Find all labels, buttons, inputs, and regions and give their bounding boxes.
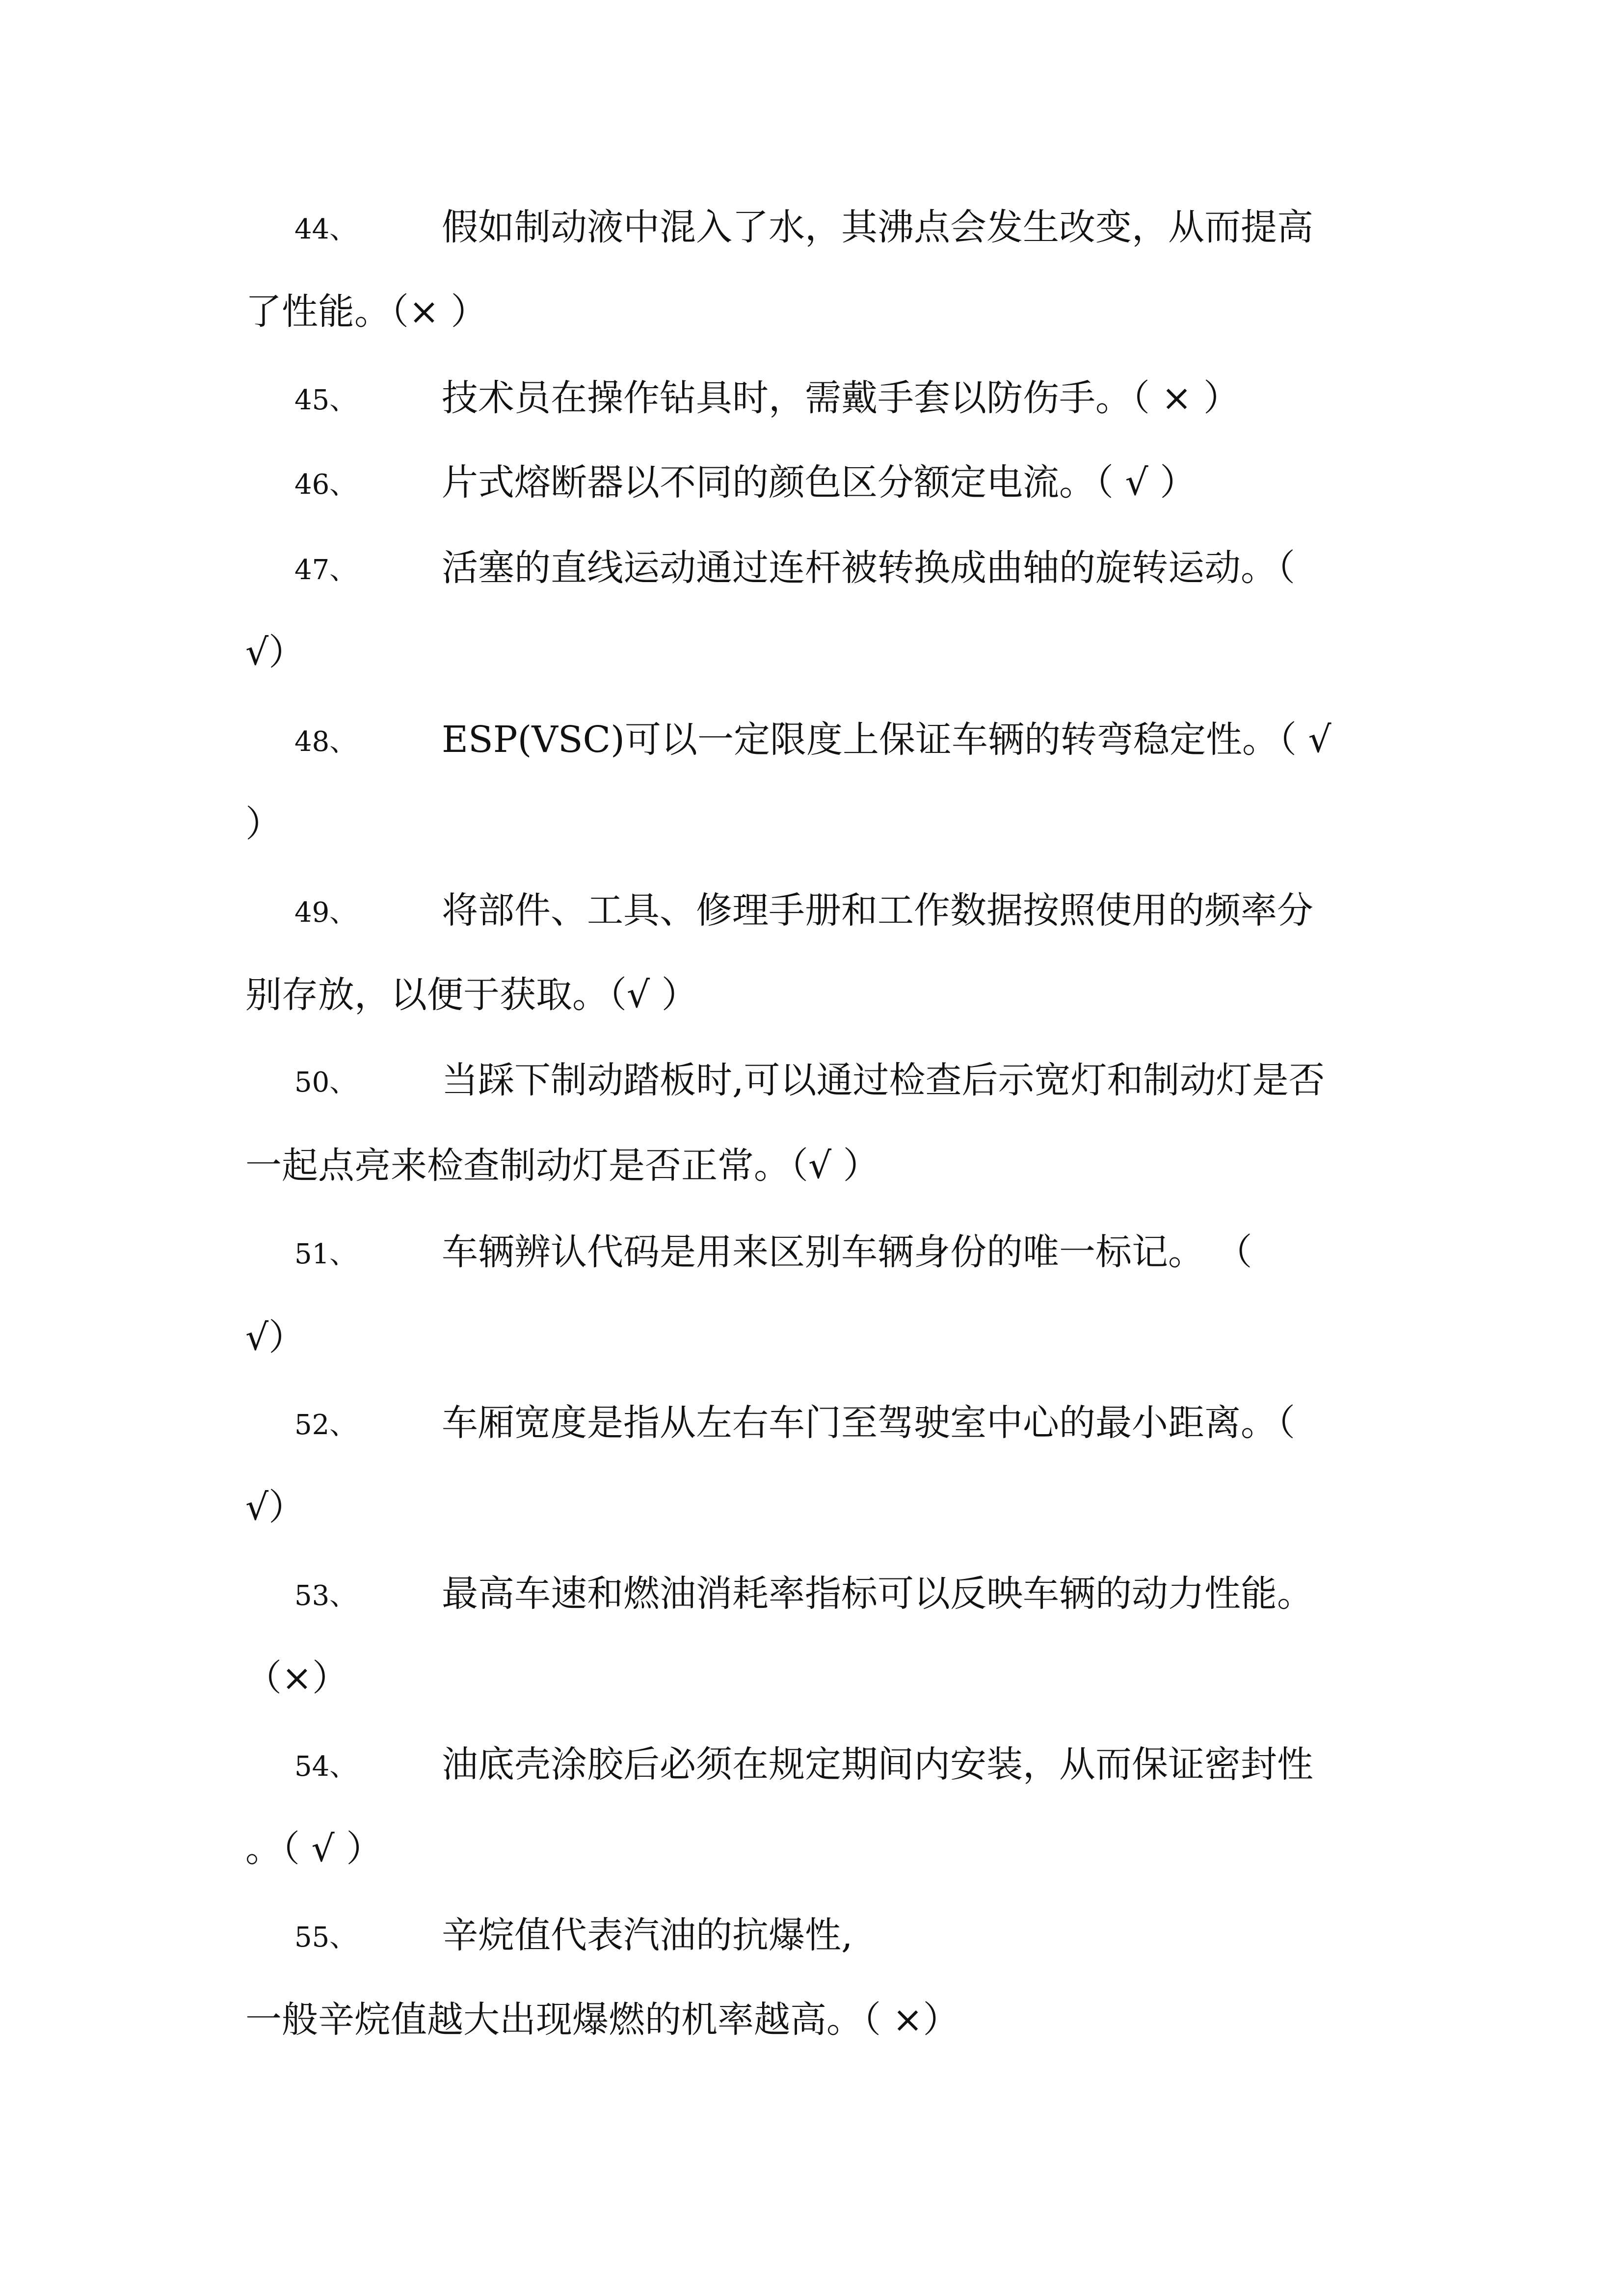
item-text-continued: （×）: [245, 1657, 349, 1699]
item-text-continued: 别存放，以便于获取。（√ ）: [245, 974, 698, 1016]
item-text: 车辆辨认代码是用来区别车辆身份的唯一标记。 （: [442, 1231, 1252, 1273]
item-number: 49、: [294, 897, 357, 929]
item-text: 当踩下制动踏板时,可以通过检查后示宽灯和制动灯是否: [442, 1059, 1325, 1101]
item-text-continued: 一般辛烷值越大出现爆燃的机率越高。（ ×）: [245, 1999, 959, 2041]
item-text: 将部件、工具、修理手册和工作数据按照使用的频率分: [442, 889, 1313, 932]
item-number: 47、: [294, 554, 357, 586]
item-text: 油底壳涂胶后必须在规定期间内安装，从而保证密封性: [442, 1743, 1313, 1786]
item-text-continued: √）: [245, 1486, 305, 1528]
item-text-continued: √）: [245, 631, 305, 673]
item-text-continued: √）: [245, 1316, 305, 1359]
item-text: 活塞的直线运动通过连杆被转换成曲轴的旋转运动。（: [442, 547, 1295, 589]
item-number: 51、: [294, 1238, 357, 1270]
item-number: 52、: [294, 1409, 357, 1441]
item-number: 48、: [294, 726, 357, 758]
item-text: 技术员在操作钻具时，需戴手套以防伤手。（ × ）: [442, 377, 1240, 419]
item-text-continued: 。（ √ ）: [245, 1828, 383, 1870]
item-text-continued: 一起点亮来检查制动灯是否正常。（√ ）: [245, 1145, 879, 1187]
item-number: 50、: [294, 1067, 357, 1098]
item-text: 假如制动液中混入了水，其沸点会发生改变，从而提高: [442, 206, 1313, 248]
item-number: 55、: [294, 1922, 357, 1953]
item-number: 54、: [294, 1751, 357, 1783]
item-text: 片式熔断器以不同的颜色区分额定电流。（ √ ）: [442, 461, 1197, 504]
item-number: 45、: [294, 384, 357, 416]
item-number: 44、: [294, 214, 357, 245]
item-number: 46、: [294, 469, 357, 501]
item-text: 辛烷值代表汽油的抗爆性,: [442, 1914, 853, 1956]
item-text: ESP(VSC)可以一定限度上保证车辆的转弯稳定性。（ √: [442, 719, 1331, 761]
item-number: 53、: [294, 1580, 357, 1612]
item-text: 车厢宽度是指从左右车门至驾驶室中心的最小距离。（: [442, 1402, 1295, 1444]
item-text: 最高车速和燃油消耗率指标可以反映车辆的动力性能。: [442, 1573, 1313, 1615]
item-text-continued: ）: [245, 803, 282, 845]
item-text-continued: 了性能。（× ）: [245, 291, 487, 333]
